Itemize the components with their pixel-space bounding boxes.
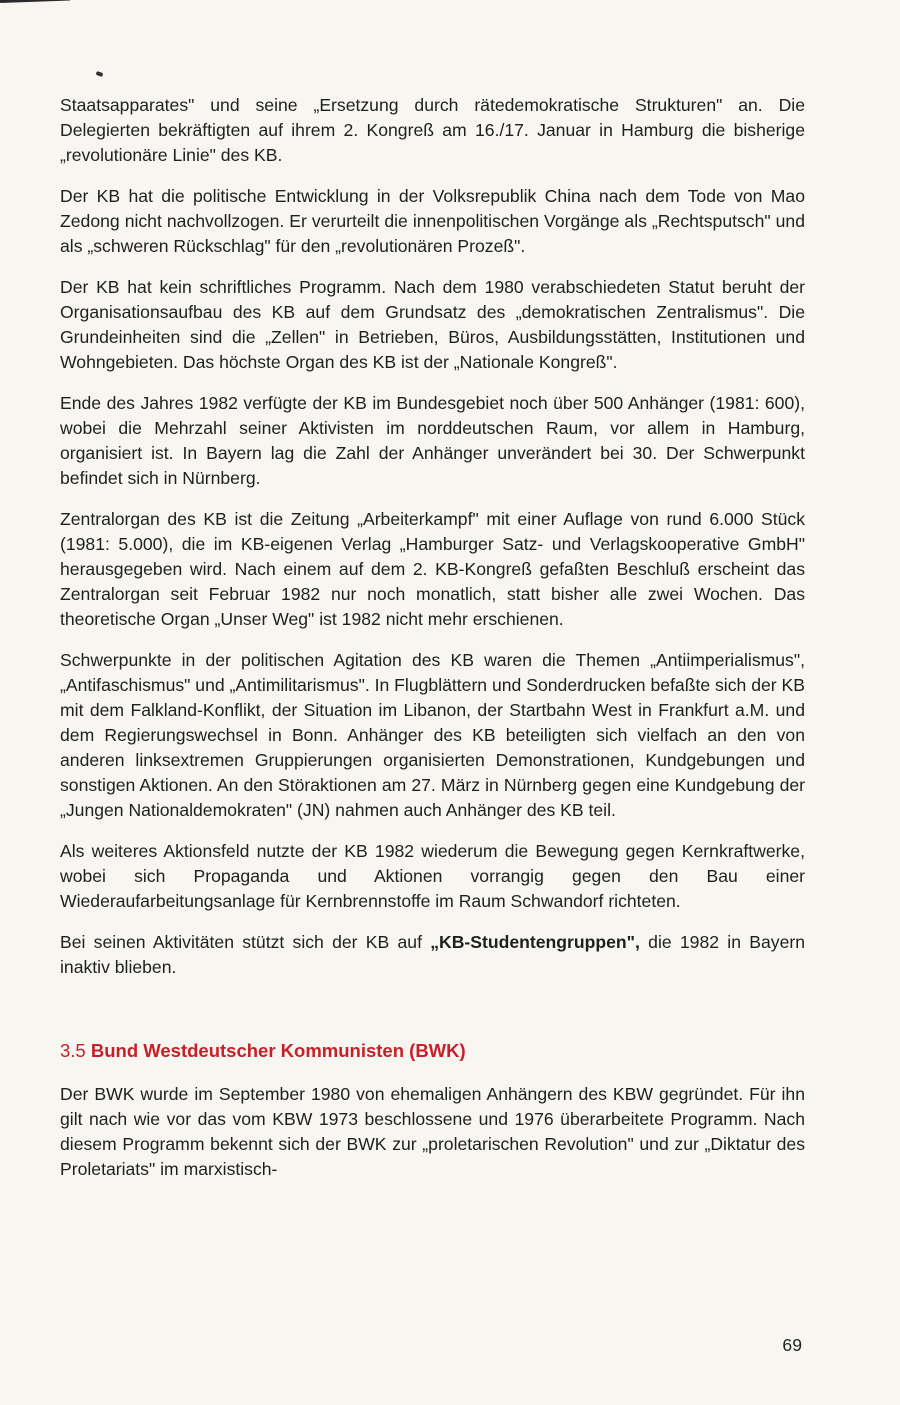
paragraph-studentengruppen xyxy=(60,930,805,980)
paragraph-bwk: Der BWK wurde im September 1980 von ehemaligen Anhängern des KBW gegründet. Für ihn gilt nach wie vor das vom KBW 1973 beschlossene und 1976 überarbeitete Programm. Nach diesem Programm bekennt sich der BWK zur „proletarischen Revolution" und zur „Diktatur des Proletariats" im marxistisch- xyxy=(60,1084,805,1179)
paragraph-anhaenger: Ende des Jahres 1982 verfügte der KB im Bundesgebiet noch über 500 Anhänger (1981: 600), wobei die Mehrzahl seiner Aktivisten im norddeutschen Raum, vor allem in Hamburg, organisiert ist. In Bayern lag die Zahl der Anhänger unverändert bei 30. Der Schwerpunkt befindet sich in Nürnberg. xyxy=(60,393,805,488)
studenten-bold-term: „KB-Studentengruppen", xyxy=(430,932,640,952)
studenten-text-after: die 1982 in Bayern inaktiv blieben. xyxy=(60,932,805,977)
section-title: Bund Westdeutscher Kommunisten (BWK) xyxy=(90,1040,466,1061)
page-number: 69 xyxy=(782,1335,802,1355)
scan-speck xyxy=(96,71,104,77)
studenten-text-before: Bei seinen Aktivitäten stützt sich der KB auf xyxy=(60,932,431,952)
paragraph-china: Der KB hat die politische Entwicklung in der Volksrepublik China nach dem Tode von Mao Zedong nicht nachvollzogen. Er verurteilt die innenpolitischen Vorgänge als „Rechtsputsch" und als „schweren Rückschlag" für den „revolutionären Prozeß". xyxy=(60,186,805,256)
section-heading xyxy=(60,1040,805,1062)
paragraph-programm: Der KB hat kein schriftliches Programm. Nach dem 1980 verabschiedeten Statut beruht der Organisationsaufbau des KB auf dem Grundsatz des „demokratischen Zentralismus". Die Grundeinheiten sind die „Zellen" in Betrieben, Büros, Ausbildungsstätten, Institutionen und Wohngebieten. Das höchste Organ des KB ist der „Nationale Kongreß". xyxy=(60,277,805,372)
section-number: 3.5 xyxy=(60,1040,86,1061)
page-body xyxy=(60,93,805,1198)
paragraph-agitation: Schwerpunkte in der politischen Agitation des KB waren die Themen „Antiimperialismus", „Antifaschismus" und „Antimilitarismus". In Flugblättern und Sonderdrucken befaßte sich der KB mit dem Falkland-Konflikt, der Situation im Libanon, der Startbahn West in Frankfurt a.M. und dem Regierungswechsel in Bonn. Anhänger des KB beteiligten sich vielfach an den von anderen linksextremen Gruppierungen organisierten Demonstrationen, Kundgebungen und sonstigen Aktionen. An den Störaktionen am 27. März in Nürnberg gegen eine Kundgebung der „Jungen Nationaldemokraten" (JN) nahmen auch Anhänger des KB teil. xyxy=(60,650,805,820)
paragraph-kernkraft: Als weiteres Aktionsfeld nutzte der KB 1982 wiederum die Bewegung gegen Kernkraftwerke, wobei sich Propaganda und Aktionen vorrangig gegen den Bau einer Wiederaufarbeitungsanlage für Kernbrennstoffe im Raum Schwandorf richteten. xyxy=(60,841,805,911)
scan-corner-mark xyxy=(0,0,71,23)
paragraph-staatsapparates: Staatsapparates" und seine „Ersetzung durch rätedemokratische Strukturen" an. Die Delegierten bekräftigten auf ihrem 2. Kongreß am 16./17. Januar in Hamburg die bisherige „revolutionäre Linie" des KB. xyxy=(60,95,805,165)
paragraph-zentralorgan: Zentralorgan des KB ist die Zeitung „Arbeiterkampf" mit einer Auflage von rund 6.000 Stück (1981: 5.000), die im KB-eigenen Verlag „Hamburger Satz- und Verlagskooperative GmbH" herausgegeben wird. Nach einem auf dem 2. KB-Kongreß gefaßten Beschluß erscheint das Zentralorgan seit Februar 1982 nur noch monatlich, statt bisher alle zwei Wochen. Das theoretische Organ „Unser Weg" ist 1982 nicht mehr erschienen. xyxy=(60,509,805,629)
